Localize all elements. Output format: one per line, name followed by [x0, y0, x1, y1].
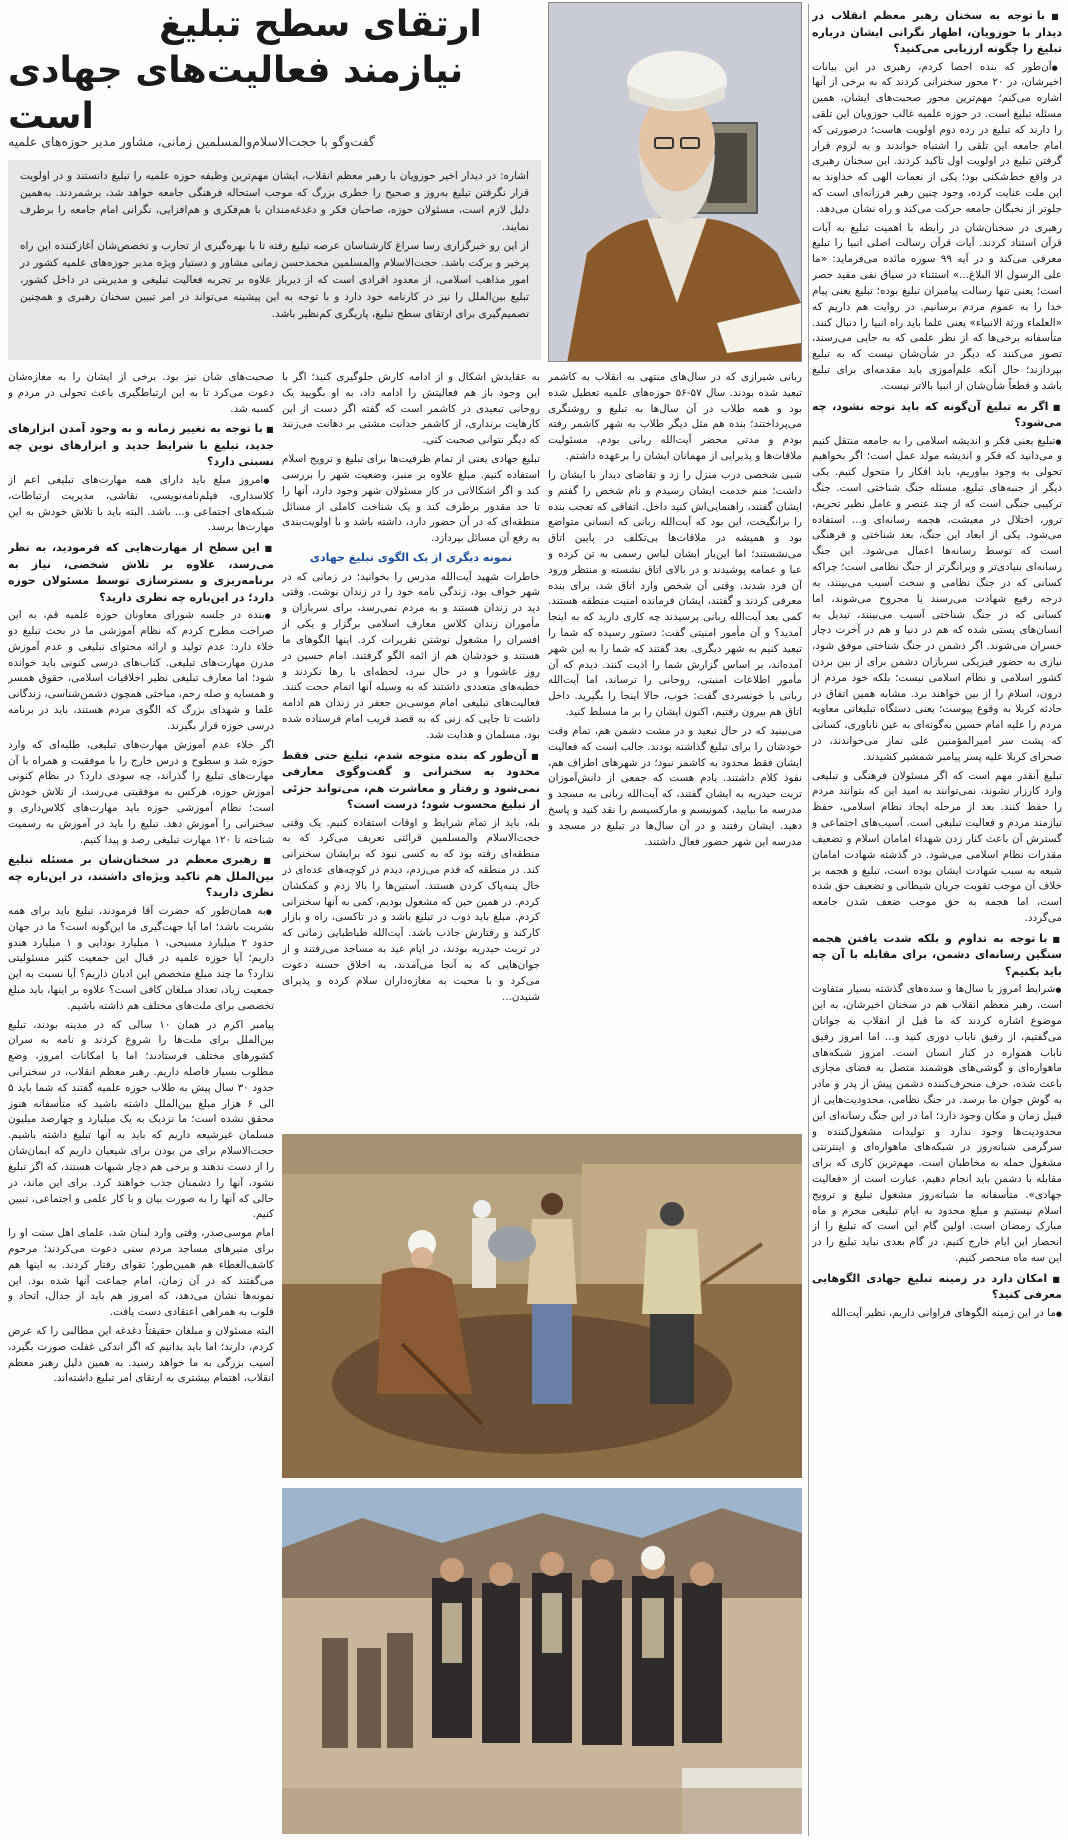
body-paragraph: امام موسی‌صدر، وقتی وارد لبنان شد، علمای اهل سنت او را برای منبرهای مساجد مردم سنی دعوت می‌کردند؛ مرحوم کاشف‌الغطاء هم همین‌طور؛ تقوای رفتار کردند. به اینها هم می‌گفتند که در آن زمان، امام جماعت آنها شده بود. این نمونه‌ها نشان می‌دهد، که امروز هم باید از جدال، اتحاد و قلوب به همراهی اعتقادی دست یافت.	[8, 1227, 274, 1319]
section-heading: نمونه دیگری از یک الگوی تبلیغ جهادی	[309, 550, 513, 564]
answer-paragraph: ● تبلیغ یعنی فکر و اندیشه اسلامی را به جامعه منتقل کنیم و می‌دانید که فکر و اندیشه مولد عمل است؛ اگر بخواهیم تحولی به وجود بیاوریم، باید افکار را متحول کنیم. یکی دیگر از جنبه‌های تبلیغ، مسئله جنگ شناختی است. جنگ ترکیبی جنگی است که از چند عنصر و عامل نظیر تحریم، ترور، اختلال در معیشت، هجمه رسانه‌ای و... استفاده می‌شود. یکی از ابعاد این جنگ، بعد شناختی و فرهنگی است که توسط رسانه‌ها اعمال می‌شود. این جنگ رسانه‌ای بنیادی‌تر و ویرانگرتر از جنگ نظامی است؛ چراکه کسانی که در جنگ نظامی و سخت آسیب می‌بینند، به درجه رفیع شهادت می‌رسند یا مجروح می‌شوند، اما کسانی که در جنگ شناختی آسیب می‌بینند، تبدیل به انسان‌های پستی شده که هم در دنیا و هم در آخرت دچار خسران می‌شوند. اگر دشمن در جنگ شناختی موفق شود، نیازی به حضور فیزیکی سربازان دشمن برای از بین بردن کشور اسلامی و نظام اسلامی نیست؛ بلکه خود مردم از درون، اسلام را از بین خواهند برد. مشابه همین اتفاق در حادثه کربلا به وقوع پیوست؛ یعنی دستگاه تبلیغاتی معاویه مردم را علیه امام حسین به‌گونه‌ای به عین ناباوری، کسانی که پشت سر امیرالمؤمنین علی نماز می‌خواندند، در صحرای کربلا علیه پسر پیامبر شمشیر کشیدند.	[812, 434, 1062, 766]
body-paragraph: رهبری در سخنان‌شان در رابطه با اهمیت تبلیغ به آیات قرآن استناد کردند. آیات قرآن رسالت اصلی انبیا را تبلیغ معرفی می‌کند و در آیه ۹۹ سوره مائده می‌فرماید: «ما علی الرسول الا البلاغ...» استثناء در سیاق نفی مفید حصر است؛ یعنی تنها رسالت پیامبران تبلیغ بوده؛ تبلیغ یعنی پیام خدا را به عموم مردم برسانیم. در روایت هم داریم که «العلماء ورثة الانبیاء» یعنی علما باید راه انبیا را دنبال کنند. متأسفانه برخی‌ها که از نظر علمی که به جایی می‌رسند، تصور می‌کنند که دیگر در شأن‌شان نیست که به تبلیغ بپردازند؛ حال آنکه علم‌آموزی باید مقدمه‌ای برای تبلیغ باشد و قطعاً شأن‌شان از انبیا بالاتر نیست.	[812, 221, 1062, 392]
body-column-3	[8, 370, 274, 1830]
headline-line-1: ارتقای سطح تبلیغ	[159, 4, 482, 45]
headline	[8, 2, 543, 140]
body-paragraph: صحبت‌های شان نیز بود. برخی از ایشان را به مغازه‌شان دعوت می‌کرد تا به این ارتباطگیری باعث تحولی در مردم و کسبه شد.	[8, 371, 274, 415]
cleric-portrait-photo	[548, 2, 802, 362]
lead-paragraph-1: اشاره: در دیدار اخیر حوزویان با رهبر معظم انقلاب، ایشان مهم‌ترین وظیفه حوزه علمیه را تبلیغ دانستند و در اولویت قرار نگرفتن تبلیغ به‌روز و صحیح را خطری بزرگ که موجب استحاله فرهنگی جامعه خواهد شد، برشمردند. به‌همین دلیل لازم است، مسئولان حوزه، صاحبان فکر و دغدغه‌مندان با هم‌فکری و هم‌افزایی، نگرانی امام جامعه را برطرف نمایند.	[20, 170, 529, 233]
question: ■ با توجه به سخنان رهبر معظم انقلاب در دیدار با حوزویان، اظهار نگرانی ایشان درباره تبلیغ را چگونه ارزیابی می‌کنید؟	[812, 8, 1062, 58]
body-column-2	[282, 370, 540, 1128]
body-paragraph: پیامبر اکرم در همان ۱۰ سالی که در مدینه بودند، تبلیغ بین‌الملل برای ملت‌ها را شروع کردند و نامه به سران کشورهای مختلف فرستادند؛ اما با امکانات امروز، وضع مطلوب بسیار فاصله داریم. رهبر معظم انقلاب، در سخنرانی حدود ۳۰ سال پیش به طلاب حوزه علمیه گفتند که شما باید ۵ الی ۶ هزار مبلغ بین‌الملل داشته باشید که متأسفانه هنوز محقق نشده است؛ ما نزدیک به یک میلیارد و چهارصد میلیون مسلمان غیرشیعه داریم که باید به آنها تبلیغ داشته باشیم. حجت‌الاسلام برای من بودن برای شیعیان داریم که ایمان‌شان را از دست ندهند و برخی هم دچار شبهات هستند، که اگر تبلیغ نشود، آنها را دشمنان جذب خواهند کرد. برای این ماند، در حالی که آنها را به صورت بیان و با کار علمی و اجتماعی، تبیین کنیم.	[8, 1018, 274, 1221]
body-paragraph: بله، باید از تمام شرایط و اوقات استفاده کنیم. یک وقتی حجت‌الاسلام والمسلمین قرائتی تعریف می‌کرد که به منطقه‌ای رفته بود که به کسی نبود که برایشان سخنرانی کند. در منطقه که قدم می‌زدم، دیدم در کوچه‌های عده‌ای در حال پنبه‌پاک کردن هستند. آستین‌ها را بالا زدم و کمکشان کردم. در همین حین که مشغول بودیم، کمی به آنها سخنرانی کردم. مبلغ باید ذوب در تبلیغ باشد و در تاکسی، راه و بازار کارکند و رفتارش جاذب باشد. آیت‌الله طباطبایی زمانی که در تربت حیدریه بودند، در ایام عید به مساجد می‌رفتند و از جوان‌هایی که به آنجا می‌آمدند، به اخلاق حسنه دعوت می‌کرد و با محبت به مغازه‌داران سلام کرده و پذیرای شنیدن...	[282, 816, 540, 1003]
prayer-illustration	[282, 1488, 802, 1834]
construction-illustration	[282, 1134, 802, 1478]
answer-paragraph: ● بنده در جلسه شورای معاونان حوزه علمیه قم، به این صراحت مطرح کردم که نظام آموزشی ما در بحث تبلیغ دو خلاء دارد: عدم تولید و ارائه محتوای تبلیغی و عدم آموزش مدرن مهارت‌های تبلیغی. کتاب‌های درسی کنونی باید خوانده شود؛ اما معارف تبلیغی نظیر اخلاقیات اسلامی، حقوق همسر و همسایه و صله رحم، مباحثی همچون دشمن‌شناسی، زندگانی علما و شهدای بزرگ که الگوی مردم هستند، باید در برنامه درسی حوزه قرار بگیرند.	[8, 608, 274, 735]
lead-paragraph-2: از این رو خبرگزاری رسا سراغ کارشناسان عرصه تبلیغ رفته تا با بهره‌گیری از تجارب و تخصص‌شان آغازکننده این راه پرخیر و برکت باشد. حجت‌الاسلام والمسلمین محمدحسن زمانی مشاور و دستیار ویژه مدیر حوزه‌های علمیه کشور در امور مذاهب اسلامی، از معدود افرادی است که از دیرباز علاوه بر تجربه فعالیت تبلیغی و مدیریتی در داخل کشور، تبلیغ بین‌الملل را نیز در کارنامه خود دارد و با توجه به این پیشینه می‌تواند در امر تبیین سخنان رهبری و همچنین تصمیم‌گیری برای ارتقای سطح تبلیغ، پاریگری کم‌نظیر باشد.	[20, 240, 529, 320]
question: ■ اگر به تبلیغ آن‌گونه که باید توجه نشود، چه می‌شود؟	[812, 399, 1062, 432]
body-paragraph: خاطرات شهید آیت‌الله مدرس را بخوانید؛ در زمانی که در شهر خواف بود، زندگی نامه خود را در زندان نوشت. وقتی دید در زندان هستند و به مردم نمی‌رسد، برای سربازان و مأموران زندان کلاس معارف اسلامی برگزار و یکی از افسران را مشغول نوشتن تقریرات کرد. اینها الگوهای ما هستند و خودشان هم از ائمه الگو گرفتند. امام حسین در روز عاشورا و در حال نبرد، لحظه‌ای با رها نکردند و خطبه‌های متعددی داشتند که به وسیله آنها اتمام حجت کنند. فعالیت‌های تبلیغی امام موسی‌بن جعفر در زندان هم ادامه داشت تا جایی که زنی که به قصد فریب امام فرستاده شده بود، مسلمان و هدایت شد.	[282, 570, 540, 741]
question: ■ با توجه به تداوم و بلکه شدت یافتن هجمه سنگین رسانه‌ای دشمن، برای مقابله با آن چه باید بکنیم؟	[812, 931, 1062, 981]
body-paragraph: می‌بینید که در حال تبعید و در مشت دشمن هم، تمام وقت خودشان را برای تبلیغ گذاشته بودند. جالب است که فعالیت ایشان فقط محدود به کاشمر نبود؛ در شهرهای اطراف هم، نفوذ کلام داشتند. یادم هست که جمعی از دانش‌آموزان تربت حیدریه به ایشان گفتند، که آیت‌الله ربانی به مسجد و مدرسه ما بیایید، کمونیسم و مارکسیسم را نقد کنید و پاسخ دهید. ایشان رفتند و در آن سال‌ها در تبلیغ در مسجد و مدرسه این شهر حضور فعال داشتند.	[548, 724, 802, 848]
lead-box	[8, 160, 541, 360]
answer-paragraph: ● امروز مبلغ باید دارای همه مهارت‌های تبلیغی اعم از کلاسداری، فیلم‌نامه‌نویسی، نقاشی، مدیریت ارتباطات، شبکه‌های اجتماعی و... باشد. البته باید با تلاش خودش به این مهارت‌ها برسد.	[8, 473, 274, 536]
question: ■ رهبری معظم در سخنان‌شان بر مسئله تبلیغ بین‌الملل هم تاکید ویژه‌ای داشتند، در این‌باره چه نظری دارید؟	[8, 852, 274, 902]
portrait-illustration	[548, 3, 801, 362]
column-divider	[808, 4, 809, 1836]
body-paragraph: به عقایدش اشکال و از ادامه کارش جلوگیری کنید؛ اگر با این وجود باز هم فعالیتش را ادامه داد، به او بگویید یک روحانی تبعیدی در کاشمر است که گفته اگر دست از این کارهایت برنداری، از کاشمر جدانت مشتی بر دهانت می‌زنند که دیگر نتوانی صحبت کنی.	[282, 371, 540, 447]
body-paragraph: تبلیغ جهادی یعنی از تمام ظرفیت‌ها برای تبلیغ و ترویج اسلام استفاده کنیم. مبلغ علاوه بر منبر، وضعیت شهر را بررسی کند و اگر اشکالاتی در کار مسئولان شهر وجود دارد، آنها را تا حد مقدور برطرف کند و یک شناخت کاملی از مسائل منطقه‌ای که در آن حضور دارد، داشته باشد و با اولویت‌بندی به رفع آن مسائل بپردازد.	[282, 453, 540, 545]
construction-work-photo	[282, 1134, 802, 1478]
body-column-1	[548, 370, 802, 1128]
answer-paragraph: ● ما در این زمینه الگوهای فراوانی داریم، نظیر آیت‌الله	[812, 1306, 1062, 1322]
interview-subtitle: گفت‌وگو با حجت‌الاسلام‌والمسلمین زمانی، مشاور مدیر حوزه‌های علمیه	[8, 134, 375, 149]
body-paragraph: ربانی شیرازی که در سال‌های منتهی به انقلاب به کاشمر تبعید شده بودند. سال ۵۷-۵۶ حوزه‌های علمیه تعطیل شده بود و همه طلاب در آن سال‌ها به تبلیغ و روشنگری می‌پرداختند؛ بنده هم مثل دیگر طلاب به شهر کاشمر رفته بودم و مدتی محضر آیت‌الله ربانی بودم. مسئولیت ملاقات‌ها و پذیرایی از مهمانان ایشان را برعهده داشتم.	[548, 371, 802, 463]
headline-line-2: نیازمند فعالیت‌های جهادی است	[8, 50, 464, 138]
answer-paragraph: ● به همان‌طور که حضرت آقا فرمودند، تبلیغ باید برای همه بشریت باشد؛ اما آیا جهت‌گیری ما این‌گونه است؟ ما در جهان حدود ۲ میلیارد مسیحی، ۱ میلیارد بودایی و ۱ میلیارد هندو داریم؛ آیا حوزه علمیه در قبال این جمعیت کثیر مسئولیتی ندارد؟ ما چند مبلغ متخصص این ادیان داریم؟ آیا نسبت به این جمعیت زیاد، تعداد مبلغان کافی است؟ علاوه بر اینها، باید مبلغ تخصصی برای ملت‌های مختلف هم داشته باشیم.	[8, 904, 274, 1015]
body-paragraph: البته مسئولان و مبلغان حقیقتاً دغدغه این مطالبی را که عرض کردم، دارند؛ اما باید بدانیم که اگر اندکی غفلت صورت بگیرد، آسیب بزرگی به ما خواهد رسید. به همین دلیل رهبر معظم انقلاب، اهتمام بیشتری به ارتقای امر تبلیغ داشته‌اند.	[8, 1325, 274, 1385]
answer-paragraph: ● آن‌طور که بنده احصا کردم، رهبری در این بیانات اخیرشان، در ۲۰ محور سخنرانی کردند که به برخی از آنها اشاره می‌کنم؛ مهم‌ترین محور صحبت‌های ایشان، همین مسئله تبلیغ است. در حوزه علمیه غالب حوزویان این تلقی را دارند که تبلیغ در رده دوم اولویت هاست؛ درصورتی که امام جامعه این تلقی را اشتباه خواندند و به لزوم قرار گرفتن تبلیغ در اولویت اول تاکید کردند. این سخنان رهبری در واقع خط‌شکنی بود؛ یکی از نعمات الهی که خداوند به این ملت عنایت کرده، وجود چنین رهبر فرزانه‌ای است که جلوتر از نخبگان جامعه حرکت می‌کند و راه نشان می‌دهد.	[812, 60, 1062, 218]
right-column	[812, 4, 1062, 1836]
question: ■ با توجه به تغییر زمانه و به وجود آمدن ابزارهای جدید، تبلیغ با شرایط جدید و ابزارهای نوین چه نسبتی دارد؟	[8, 421, 274, 471]
answer-paragraph: ● شرایط امروز با سال‌ها و سده‌های گذشته بسیار متفاوت است. رهبر معظم انقلاب هم در سخنان اخیرشان، به این موضوع اشاره کردند که ما قبل از انقلاب به جوانان می‌گفتیم، از رفیق ناباب دوری کنید و... اما امروز رفیق ناباب همواره در کنار انسان است. امروز شبکه‌های ماهواره‌ای و گوشی‌های هوشمند متصل به فضای مجازی باعث شده، حرف منحرف‌کننده دشمن پیش از پدر و مادر به گوش جوان ما برسد. در جنگ نظامی، محدودیت‌هایی از قبیل زمان و مکان وجود دارد؛ اما در این جنگ رسانه‌ای این محدودیت‌ها وجود ندارد و تولیدات مشغول‌کننده و سرگرمی شبانه‌روز در شبکه‌های ماهواره‌ای و اینترنتی مشغول حمله به مخاطبان است. مهم‌ترین کاری که برای مقابله با دشمن باید انجام دهیم، عبارت است از «فعالیت جهادی». متأسفانه ما شبانه‌روز مشغول تبلیغ و ترویج اسلام نیستیم و مبلغ محدود به ایام تبلیغی محرم و ماه مبارک رمضان است. اولین گام این است که تبلیغ را از انحصار این ایام خارج کنیم. در گام بعدی نباید تبلیغ را در این سه ماه منحصر کنیم.	[812, 982, 1062, 1267]
question: ■ این سطح از مهارت‌هایی که فرمودید، به نظر می‌رسد، علاوه بر تلاش شخصی، نیاز به برنامه‌ریزی و بسترسازی توسط مسئولان حوزه دارد؛ در این‌باره چه نظری دارید؟	[8, 540, 274, 606]
question: ■ آن‌طور که بنده متوجه شدم، تبلیغ حتی فقط محدود به سخنرانی و گفت‌وگوی معارفی نمی‌شود و رفتار و معاشرت هم، می‌تواند جزئی از تبلیغ محسوب شود؛ درست است؟	[282, 748, 540, 814]
body-paragraph: شبی شخصی درب منزل را زد و تقاضای دیدار با ایشان را داشت؛ منم خدمت ایشان رسیدم و نام شخص را گفتم و ایشان گفتند، راهنمایی‌اش کنید داخل. اتفاقی که تعجب بنده را برانگیخت، این بود که آیت‌الله ربانی که انسانی متواضع بود و همیشه در ملاقات‌ها بی‌تکلف در پایین اتاق می‌نشستند؛ اما این‌بار ایشان لباس رسمی به تن کرده و عبا و عمامه پوشیدند و در بالای اتاق نشسته و منتظر ورود آن فرد شدند. وقتی آن شخص وارد اتاق شد، برای بنده معرفی کردند و گفتند، ایشان فرمانده امنیت منطقه هستند. کمی بعد آیت‌الله ربانی پرسیدند چه کاری دارید که به اینجا آمدید؟ و آن مأمور امنیتی گفت: دستور رسیده که شما را تبعید کنیم به شهر دیگری. بعد گفتند که شما را به این شهر آمده‌اند، بر اساس گزارش شما را اذیت کنند. دیدم که آن مأمور اطلاعات امنیتی، روحانی را ترساند، اما آیت‌الله ربانی با خونسردی گفت: خوب، حالا اینجا را بگیرید. داخل اتاق هم بیرون رفتیم، اکنون ایشان را بر ما مسلط کنید.	[548, 468, 802, 719]
body-paragraph: اگر خلاء عدم آموزش مهارت‌های تبلیغی، طلبه‌ای که وارد حوزه شد و سطوح و درس خارج را با موفقیت و همراه با آن مهارت‌های تبلیغ را گذراند، چه سودی دارد؟ در نظام کنونی آموزش حوزه، هرکس به موفقیتی می‌رسد، از تلاش خودش است؛ نظام آموزشی حوزه باید مهارت‌های کلاس‌داری و سخنرانی را آموزش دهد. تبلیغ را باید در آموزش به رسمیت شناخته تا ۱۲۰ مهارت تبلیغی رصد و پیدا کنیم.	[8, 738, 274, 846]
group-prayer-photo	[282, 1488, 802, 1834]
question: ■ امکان دارد در زمینه تبلیغ جهادی الگوهایی معرفی کنید؟	[812, 1271, 1062, 1304]
body-paragraph: تبلیغ آنقدر مهم است که اگر مسئولان فرهنگی و تبلیغی وارد کارزار نشوند، نمی‌توانند به امید این که بتوانند مردم را حفظ کنند. بعد از مرحله ایجاد نظام اسلامی، حفظ نیازمند مردم و فعالیت تبلیغی است. آسیب‌های اجتماعی و گسترش آن باعث کنار زدن شهداء امامان اسلام و تضعیف مقدرات نظام اسلامی می‌شود. در گذشته شهادت امامان شیعه به سبب شهادت ایشان بوده است، تبلیغ و هجمه بر خلاف آن موجب تقویت جریان شیطانی و تضعیف حق شده است، اما هجمه به حق موجب ضعف شدن جامعه می‌گردد.	[812, 769, 1062, 924]
